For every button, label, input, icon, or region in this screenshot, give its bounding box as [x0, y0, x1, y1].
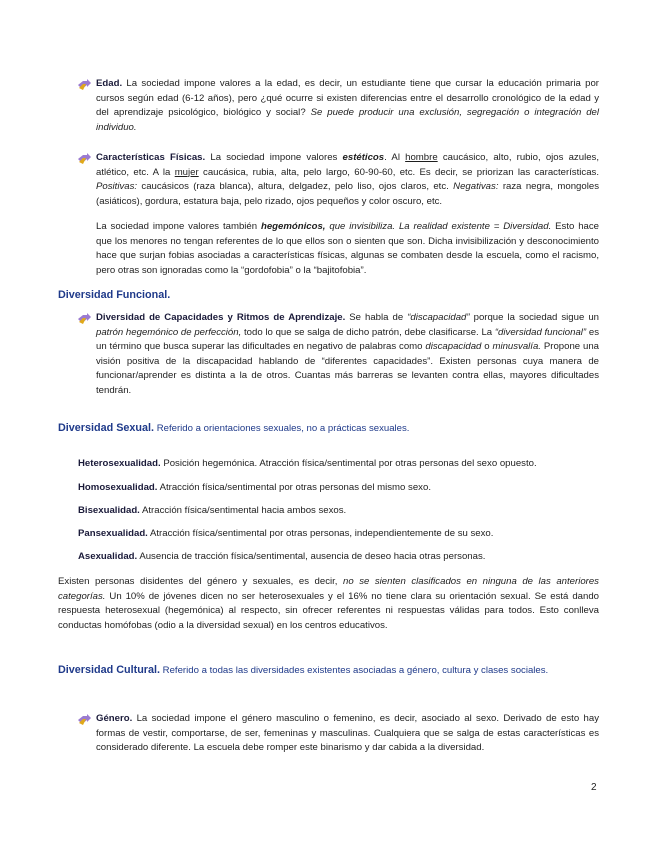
text: Esto hace que los menores no tengan referentes de lo que ellos son o sienten que son. Dicha invisibilización y desconocimiento hace que surjan fobias asociadas a características físicas, algunas se combaten desde la escuela, como el racismo, pero otras son ignoradas como la “gordofobia” o la “bajitofobia”. [96, 221, 599, 276]
heading-text: Diversidad Sexual. [58, 422, 155, 434]
text: o [481, 341, 493, 353]
text-italic: patrón hegemónico de perfección, [96, 326, 242, 338]
hombre-word: hombre [405, 152, 438, 163]
fisicas-term: Características Físicas. [96, 152, 206, 163]
page-number: 2 [591, 782, 597, 793]
text: Un 10% de jóvenes dicen no ser heterosexuales y el 16% no tiene clara su orientación sexual. Se está dando respuesta heterosexual (hegemónica) al respecto, sin ofrecer referentes ni respuestas válidas para todos. Esto conlleva conductas homófobas (odio a la diversidad sexual) en los centros educativos. [58, 590, 599, 631]
item-term: Homosexualidad. [78, 482, 158, 493]
sexual-item [78, 457, 537, 472]
text: es un término que busca superar las dificultades en negativo de palabras como [96, 326, 599, 353]
bullet-icon [78, 79, 91, 91]
item-term: Pansexualidad. [78, 528, 148, 539]
heading-subtitle: Referido a todas las diversidades existentes asociadas a género, cultura y clases sociales. [160, 665, 549, 676]
genero-term: Género. [96, 713, 133, 724]
sexual-item [78, 527, 493, 542]
estetico-term: estéticos [342, 152, 385, 163]
genero-text: La sociedad impone el género masculino o femenino, es decir, asociado al sexo. Derivado de esto hay formas de vestir, comportarse, de ser, femeninas y masculinas. Cualquiera que se salga de estas características es considerado diferente. La escuela debe romper este binarismo y dar cabida a la diversidad. [96, 713, 599, 754]
text: caucásicos (raza blanca), altura, delgadez, pelo liso, ojos claros, etc. [137, 181, 454, 193]
text: La sociedad impone valores también [96, 221, 261, 232]
sexual-item [78, 504, 346, 519]
text-italic: discapacidad [425, 341, 482, 353]
genero-paragraph [96, 712, 599, 756]
bullet-icon [78, 714, 91, 726]
negativas-label: Negativas: [453, 181, 499, 193]
edad-italic: Se puede producir una exclusión, segregación o integración del individuo. [96, 107, 600, 133]
mujer-word: mujer [174, 166, 199, 178]
edad-paragraph [96, 77, 599, 135]
heading-text: Diversidad Cultural. [58, 664, 160, 676]
text: Propone una visión positiva de la discapacidad hablando de “diferentes capacidades”. Existen personas cuya manera de funcionar/aprender es distinta a la de otros. Cuantas más barreras se levanten contra ellas, mayores dificultades tendrán. [96, 341, 599, 396]
item-text: Atracción física/sentimental por otras personas del mismo sexo. [157, 482, 431, 493]
section-heading-funcional: Diversidad Funcional. [58, 289, 171, 301]
funcional-paragraph [96, 311, 599, 399]
item-text: Ausencia de tracción física/sentimental, ausencia de deseo hacia otras personas. [137, 551, 486, 562]
hegemonicos-term: hegemónicos, [260, 221, 326, 232]
bullet-icon [78, 153, 91, 165]
item-text: Atracción física/sentimental hacia ambos sexos. [139, 505, 347, 516]
text-italic: “discapacidad” [407, 312, 470, 323]
item-text: Posición hegemónica. Atracción física/sentimental por otras personas del sexo opuesto. [160, 458, 537, 469]
text: Existen personas disidentes del género y sexuales, es decir, [58, 576, 343, 587]
text-italic: no se sienten clasificados en ninguna de las anteriores categorías. [58, 576, 599, 602]
text: raza negra, mongoles (asiáticos), gordura, estatura baja, pelo rizado, ojos pequeños y color oscuro, etc. [96, 181, 599, 207]
edad-term: Edad. [96, 78, 123, 89]
text: La sociedad impone valores [205, 152, 343, 163]
text: Se habla de [345, 312, 408, 323]
edad-text: La sociedad impone valores a la edad, es decir, un estudiante tiene que cursar la educación primaria por cursos según edad (6-12 años), pero ¿qué ocurre si existen diferencias entre el desarrollo cronológico de la edad y del aprendizaje psicológico, biológico y social? [96, 78, 599, 119]
section-heading-cultural [58, 663, 598, 678]
item-text: Atracción física/sentimental por otras personas, independientemente de su sexo. [147, 528, 494, 539]
fisicas-paragraph [96, 151, 599, 209]
item-term: Heterosexualidad. [78, 458, 161, 469]
heading-subtitle: Referido a orientaciones sexuales, no a prácticas sexuales. [154, 423, 410, 434]
item-term: Asexualidad. [78, 551, 138, 562]
text: todo lo que se salga de dicho patrón, debe clasificarse. La [241, 326, 495, 338]
section-heading-sexual [58, 421, 409, 436]
text: porque la sociedad sigue un [469, 312, 599, 323]
text-italic: minusvalía. [492, 341, 541, 353]
sexual-paragraph [58, 575, 599, 633]
text: caucásica, rubia, alta, pelo largo, 60-90-60, etc. Es decir, se priorizan las características. [198, 166, 599, 178]
positivas-label: Positivas: [96, 181, 138, 193]
sexual-item [78, 550, 485, 565]
text-italic: que invisibiliza. La realidad existente = Diversidad. [325, 221, 552, 232]
funcional-term: Diversidad de Capacidades y Ritmos de Aprendizaje. [96, 312, 346, 323]
text: . Al [384, 152, 406, 163]
hegemonicos-paragraph [96, 220, 599, 278]
text-italic: “diversidad funcional” [494, 326, 587, 338]
sexual-item [78, 481, 431, 496]
item-term: Bisexualidad. [78, 505, 140, 516]
text: caucásico, alto, rubio, ojos azules, atlético, etc. A la [96, 152, 599, 178]
bullet-icon [78, 313, 91, 325]
